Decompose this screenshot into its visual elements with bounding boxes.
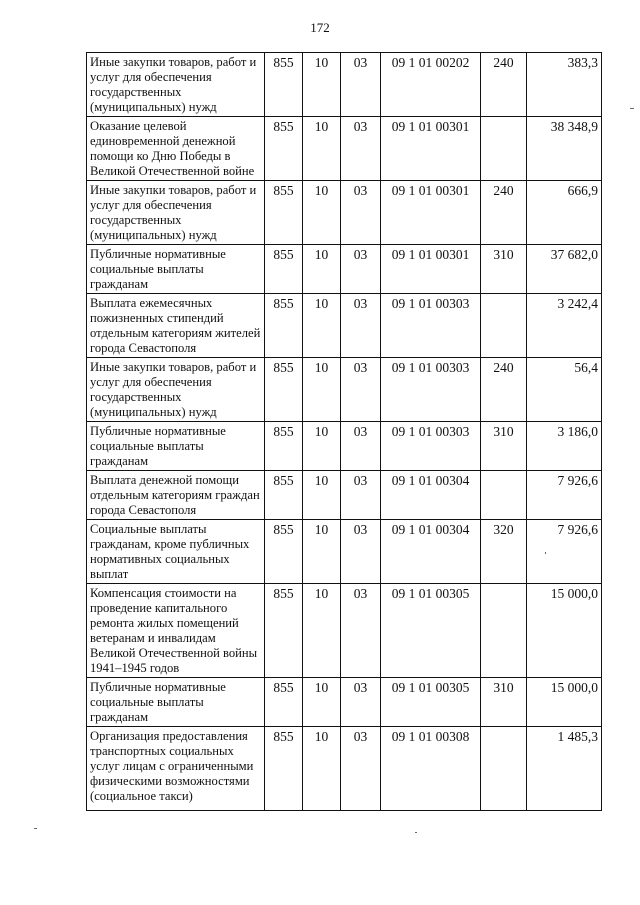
cell-expense-type bbox=[481, 584, 527, 678]
cell-section: 10 bbox=[303, 117, 341, 181]
cell-expense-type: 310 bbox=[481, 245, 527, 294]
row-name: Социальные выплаты гражданам, кроме публичных нормативных социальных выплат bbox=[87, 520, 265, 584]
cell-target-code: 09 1 01 00305 bbox=[381, 678, 481, 727]
cell-ministry: 855 bbox=[265, 294, 303, 358]
cell-amount: 15 000,0 bbox=[527, 678, 602, 727]
cell-ministry: 855 bbox=[265, 584, 303, 678]
budget-table bbox=[86, 52, 602, 811]
cell-amount: 56,4 bbox=[527, 358, 602, 422]
cell-expense-type: 240 bbox=[481, 358, 527, 422]
row-name: Иные закупки товаров, работ и услуг для обеспечения государственных (муниципальных) нужд bbox=[87, 181, 265, 245]
row-name: Иные закупки товаров, работ и услуг для обеспечения государственных (муниципальных) нужд bbox=[87, 358, 265, 422]
row-name: Публичные нормативные социальные выплаты гражданам bbox=[87, 245, 265, 294]
table-body bbox=[87, 53, 602, 811]
cell-section: 10 bbox=[303, 181, 341, 245]
cell-ministry: 855 bbox=[265, 471, 303, 520]
table-row bbox=[87, 53, 602, 117]
cell-subsection: 03 bbox=[341, 584, 381, 678]
cell-ministry: 855 bbox=[265, 53, 303, 117]
cell-expense-type: 320 bbox=[481, 520, 527, 584]
cell-target-code: 09 1 01 00202 bbox=[381, 53, 481, 117]
cell-subsection: 03 bbox=[341, 471, 381, 520]
scan-speck bbox=[545, 552, 546, 554]
cell-target-code: 09 1 01 00304 bbox=[381, 520, 481, 584]
cell-ministry: 855 bbox=[265, 422, 303, 471]
cell-subsection: 03 bbox=[341, 294, 381, 358]
row-name: Организация предоставления транспортных социальных услуг лицам с ограниченными физическими возможностями (социальное такси) bbox=[87, 727, 265, 811]
cell-target-code: 09 1 01 00301 bbox=[381, 245, 481, 294]
row-name: Оказание целевой единовременной денежной помощи ко Дню Победы в Великой Отечественной войне bbox=[87, 117, 265, 181]
page-number: 172 bbox=[310, 20, 330, 35]
table-row bbox=[87, 422, 602, 471]
cell-ministry: 855 bbox=[265, 727, 303, 811]
cell-section: 10 bbox=[303, 53, 341, 117]
cell-subsection: 03 bbox=[341, 181, 381, 245]
row-name: Компенсация стоимости на проведение капитального ремонта жилых помещений ветеранам и инвалидам Великой Отечественной войны 1941–1945 годов bbox=[87, 584, 265, 678]
cell-section: 10 bbox=[303, 422, 341, 471]
cell-amount: 1 485,3 bbox=[527, 727, 602, 811]
cell-section: 10 bbox=[303, 358, 341, 422]
row-name: Иные закупки товаров, работ и услуг для обеспечения государственных (муниципальных) нужд bbox=[87, 53, 265, 117]
cell-target-code: 09 1 01 00303 bbox=[381, 294, 481, 358]
cell-subsection: 03 bbox=[341, 53, 381, 117]
table-row bbox=[87, 520, 602, 584]
cell-section: 10 bbox=[303, 245, 341, 294]
cell-amount: 7 926,6 bbox=[527, 520, 602, 584]
cell-target-code: 09 1 01 00304 bbox=[381, 471, 481, 520]
cell-subsection: 03 bbox=[341, 245, 381, 294]
cell-amount: 666,9 bbox=[527, 181, 602, 245]
row-name: Выплата денежной помощи отдельным категориям граждан города Севастополя bbox=[87, 471, 265, 520]
cell-amount: 7 926,6 bbox=[527, 471, 602, 520]
table-row bbox=[87, 245, 602, 294]
cell-expense-type: 310 bbox=[481, 422, 527, 471]
cell-expense-type bbox=[481, 471, 527, 520]
cell-ministry: 855 bbox=[265, 358, 303, 422]
cell-amount: 383,3 bbox=[527, 53, 602, 117]
cell-target-code: 09 1 01 00301 bbox=[381, 181, 481, 245]
cell-section: 10 bbox=[303, 294, 341, 358]
cell-amount: 37 682,0 bbox=[527, 245, 602, 294]
cell-expense-type bbox=[481, 727, 527, 811]
cell-target-code: 09 1 01 00308 bbox=[381, 727, 481, 811]
cell-subsection: 03 bbox=[341, 727, 381, 811]
cell-subsection: 03 bbox=[341, 520, 381, 584]
cell-expense-type: 240 bbox=[481, 181, 527, 245]
cell-expense-type bbox=[481, 117, 527, 181]
cell-target-code: 09 1 01 00305 bbox=[381, 584, 481, 678]
cell-subsection: 03 bbox=[341, 117, 381, 181]
table-row bbox=[87, 358, 602, 422]
row-name: Публичные нормативные социальные выплаты гражданам bbox=[87, 678, 265, 727]
cell-amount: 38 348,9 bbox=[527, 117, 602, 181]
cell-ministry: 855 bbox=[265, 181, 303, 245]
cell-subsection: 03 bbox=[341, 678, 381, 727]
cell-section: 10 bbox=[303, 520, 341, 584]
table-row bbox=[87, 117, 602, 181]
cell-target-code: 09 1 01 00303 bbox=[381, 422, 481, 471]
row-name: Публичные нормативные социальные выплаты гражданам bbox=[87, 422, 265, 471]
table-row bbox=[87, 584, 602, 678]
cell-amount: 15 000,0 bbox=[527, 584, 602, 678]
cell-section: 10 bbox=[303, 678, 341, 727]
cell-expense-type bbox=[481, 294, 527, 358]
scan-speck bbox=[415, 832, 417, 833]
cell-section: 10 bbox=[303, 727, 341, 811]
table-row bbox=[87, 471, 602, 520]
cell-subsection: 03 bbox=[341, 358, 381, 422]
scan-speck bbox=[34, 828, 37, 829]
cell-ministry: 855 bbox=[265, 520, 303, 584]
cell-ministry: 855 bbox=[265, 117, 303, 181]
table-row bbox=[87, 181, 602, 245]
cell-section: 10 bbox=[303, 584, 341, 678]
cell-amount: 3 242,4 bbox=[527, 294, 602, 358]
scan-speck bbox=[630, 108, 634, 109]
table-row bbox=[87, 678, 602, 727]
cell-subsection: 03 bbox=[341, 422, 381, 471]
row-name: Выплата ежемесячных пожизненных стипендий отдельным категориям жителей города Севастополя bbox=[87, 294, 265, 358]
cell-ministry: 855 bbox=[265, 245, 303, 294]
cell-ministry: 855 bbox=[265, 678, 303, 727]
table-row bbox=[87, 727, 602, 811]
cell-target-code: 09 1 01 00301 bbox=[381, 117, 481, 181]
cell-section: 10 bbox=[303, 471, 341, 520]
cell-expense-type: 310 bbox=[481, 678, 527, 727]
cell-expense-type: 240 bbox=[481, 53, 527, 117]
table-row bbox=[87, 294, 602, 358]
cell-target-code: 09 1 01 00303 bbox=[381, 358, 481, 422]
cell-amount: 3 186,0 bbox=[527, 422, 602, 471]
